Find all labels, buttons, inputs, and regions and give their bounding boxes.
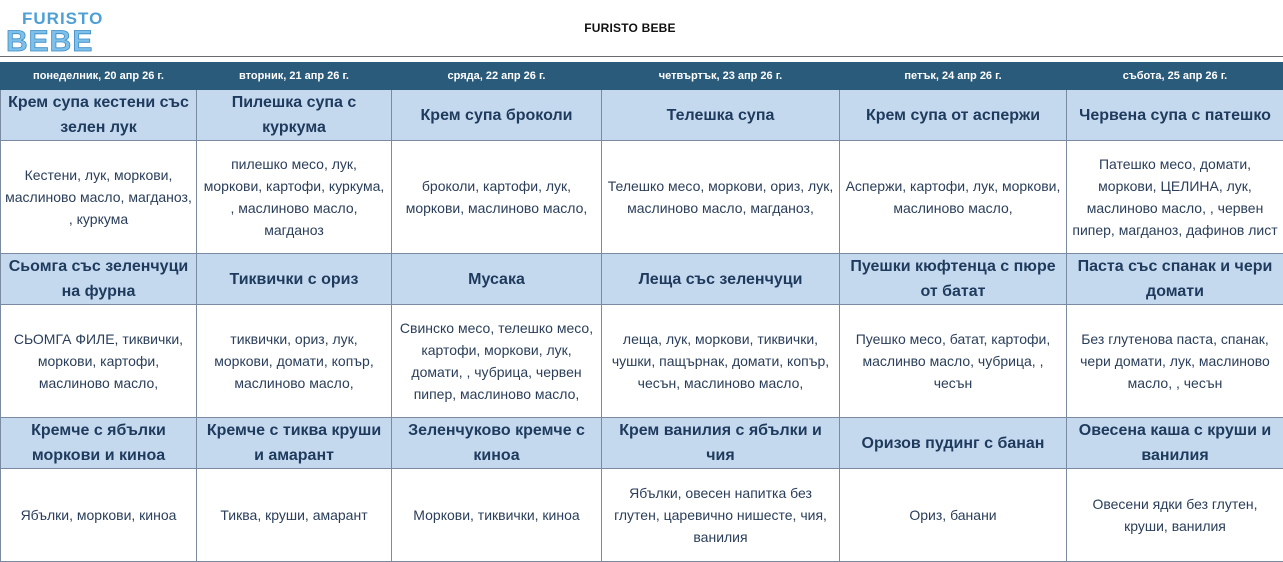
page-title: FURISTO BEBE — [0, 21, 1260, 35]
ingredients-row-main — [1, 305, 1283, 418]
dish-row-dessert — [1, 418, 1283, 469]
day-header: сряда, 22 апр 26 г. — [392, 63, 602, 90]
ingredients-row-dessert — [1, 469, 1283, 562]
dish-name: Пилешка супа с куркума — [197, 90, 392, 141]
dish-ingredients: Моркови, тиквички, киноа — [392, 469, 602, 562]
weekly-menu-table — [0, 62, 1283, 562]
dish-ingredients: Патешко месо, домати, моркови, ЦЕЛИНА, лук, маслиново масло, , червен пипер, магданоз, дафинов лист — [1067, 141, 1283, 254]
dish-name: Крем ванилия с ябълки и чия — [602, 418, 840, 469]
dish-ingredients: Ориз, банани — [840, 469, 1067, 562]
dish-ingredients: Телешко месо, моркови, ориз, лук, маслиново масло, магданоз, — [602, 141, 840, 254]
dish-name: Сьомга със зеленчуци на фурна — [1, 254, 197, 305]
dish-ingredients: Кестени, лук, моркови, маслиново масло, магданоз, , куркума — [1, 141, 197, 254]
dish-name: Оризов пудинг с банан — [840, 418, 1067, 469]
dish-name: Кремче с тиква круши и амарант — [197, 418, 392, 469]
dish-ingredients: СЬОМГА ФИЛЕ, тиквички, моркови, картофи, маслиново масло, — [1, 305, 197, 418]
dish-name: Мусака — [392, 254, 602, 305]
day-header: четвъртък, 23 апр 26 г. — [602, 63, 840, 90]
dish-ingredients: Без глутенова паста, спанак, чери домати, лук, маслиново масло, , чесън — [1067, 305, 1283, 418]
dish-row-main — [1, 254, 1283, 305]
dish-ingredients: броколи, картофи, лук, моркови, маслиново масло, — [392, 141, 602, 254]
ingredients-row-soup — [1, 141, 1283, 254]
svg-text:BEBE: BEBE — [6, 25, 93, 56]
dish-name: Червена супа с патешко — [1067, 90, 1283, 141]
dish-ingredients: Пуешко месо, батат, картофи, маслинво масло, чубрица, , чесън — [840, 305, 1067, 418]
dish-row-soup — [1, 90, 1283, 141]
day-header: вторник, 21 апр 26 г. — [197, 63, 392, 90]
dish-ingredients: пилешко месо, лук, моркови, картофи, куркума, , маслиново масло, магданоз — [197, 141, 392, 254]
dish-name: Овесена каша с круши и ванилия — [1067, 418, 1283, 469]
dish-name: Крем супа кестени със зелен лук — [1, 90, 197, 141]
dish-name: Зеленчуково кремче с киноа — [392, 418, 602, 469]
dish-ingredients: Аспержи, картофи, лук, моркови, маслиново масло, — [840, 141, 1067, 254]
day-header: събота, 25 апр 26 г. — [1067, 63, 1283, 90]
dish-name: Леща със зеленчуци — [602, 254, 840, 305]
day-header: петък, 24 апр 26 г. — [840, 63, 1067, 90]
dish-name: Кремче с ябълки моркови и киноа — [1, 418, 197, 469]
dish-name: Паста със спанак и чери домати — [1067, 254, 1283, 305]
header-divider — [0, 56, 1283, 57]
dish-name: Крем супа от аспержи — [840, 90, 1067, 141]
dish-ingredients: леща, лук, моркови, тиквички, чушки, пащърнак, домати, копър, чесън, маслиново масло, — [602, 305, 840, 418]
days-header-row — [1, 63, 1283, 90]
dish-ingredients: Ябълки, овесен напитка без глутен, царевично нишесте, чия, ванилия — [602, 469, 840, 562]
dish-ingredients: тиквички, ориз, лук, моркови, домати, копър, маслиново масло, — [197, 305, 392, 418]
dish-name: Крем супа броколи — [392, 90, 602, 141]
day-header: понеделник, 20 апр 26 г. — [1, 63, 197, 90]
dish-ingredients: Овесени ядки без глутен, круши, ванилия — [1067, 469, 1283, 562]
dish-name: Пуешки кюфтенца с пюре от батат — [840, 254, 1067, 305]
dish-ingredients: Свинско месо, телешко месо, картофи, моркови, лук, домати, , чубрица, червен пипер, маслиново масло, — [392, 305, 602, 418]
dish-ingredients: Тиква, круши, амарант — [197, 469, 392, 562]
svg-text:FURISTO: FURISTO — [22, 9, 103, 28]
dish-name: Тиквички с ориз — [197, 254, 392, 305]
dish-name: Телешка супа — [602, 90, 840, 141]
dish-ingredients: Ябълки, моркови, киноа — [1, 469, 197, 562]
